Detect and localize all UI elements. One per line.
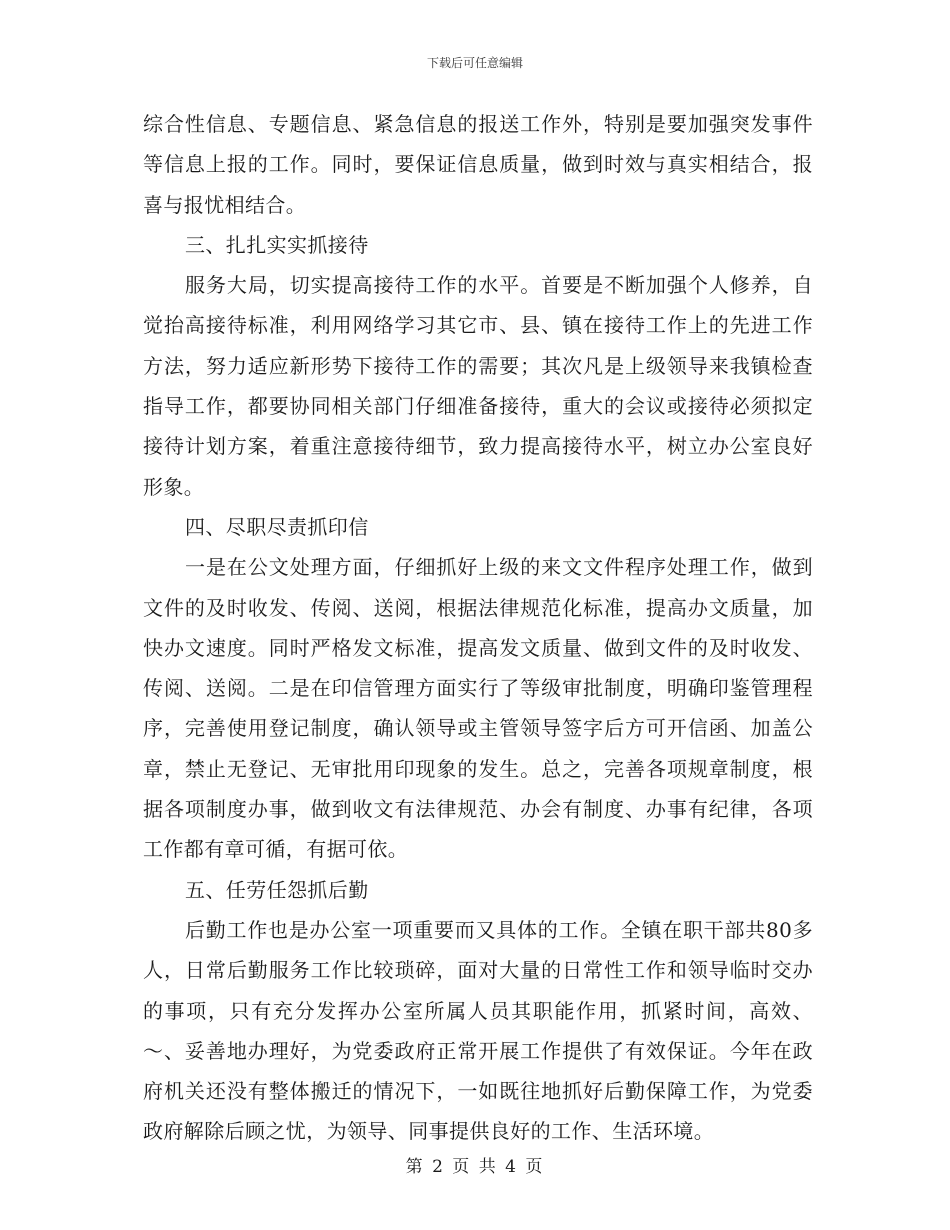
document-body <box>143 104 813 1152</box>
paragraph-reception: 服务大局，切实提高接待工作的水平。首要是不断加强个人修养，自觉抬高接待标准，利用网络学习其它市、县、镇在接待工作上的先进工作方法，努力适应新形势下接待工作的需要；其次凡是上级领导来我镇检查指导工作，都要协同相关部门仔细准备接待，重大的会议或接待必须拟定接待计划方案，着重注意接待细节，致力提高接待水平，树立办公室良好形象。 <box>143 273 813 499</box>
paragraph-logistics: 后勤工作也是办公室一项重要而又具体的工作。全镇在职干部共80多人，日常后勤服务工作比较琐碎，面对大量的日常性工作和领导临时交办的事项，只有充分发挥办公室所属人员其职能作用，抓紧时间，高效、～、妥善地办理好，为党委政府正常开展工作提供了有效保证。今年在政府机关还没有整体搬迁的情况下，一如既往地抓好后勤保障工作，为党委政府解除后顾之忧，为领导、同事提供良好的工作、生活环境。 <box>143 917 813 1144</box>
paragraph-info-reporting: 综合性信息、专题信息、紧急信息的报送工作外，特别是要加强突发事件等信息上报的工作。同时，要保证信息质量，做到时效与真实相结合，报喜与报忧相结合。 <box>143 112 813 217</box>
section-heading-logistics: 五、任劳任怨抓后勤 <box>185 877 369 902</box>
header-note: 下载后可任意编辑 <box>426 56 523 70</box>
section-heading-seals: 四、尽职尽责抓印信 <box>185 514 369 539</box>
paragraph-seals: 一是在公文处理方面，仔细抓好上级的来文文件程序处理工作，做到文件的及时收发、传阅、送阅，根据法律规范化标准，提高办文质量，加快办文速度。同时严格发文标准，提高发文质量、做到文件的及时收发、传阅、送阅。二是在印信管理方面实行了等级审批制度，明确印鉴管理程序，完善使用登记制度，确认领导或主管领导签字后方可开信函、加盖公章，禁止无登记、无审批用印现象的发生。总之，完善各项规章制度，根据各项制度办事，做到收文有法律规范、办会有制度、办事有纪律，各项工作都有章可循，有据可依。 <box>143 555 813 862</box>
page-indicator: 第 2 页 共 4 页 <box>405 1157 545 1177</box>
section-heading-reception: 三、扎扎实实抓接待 <box>185 232 369 257</box>
